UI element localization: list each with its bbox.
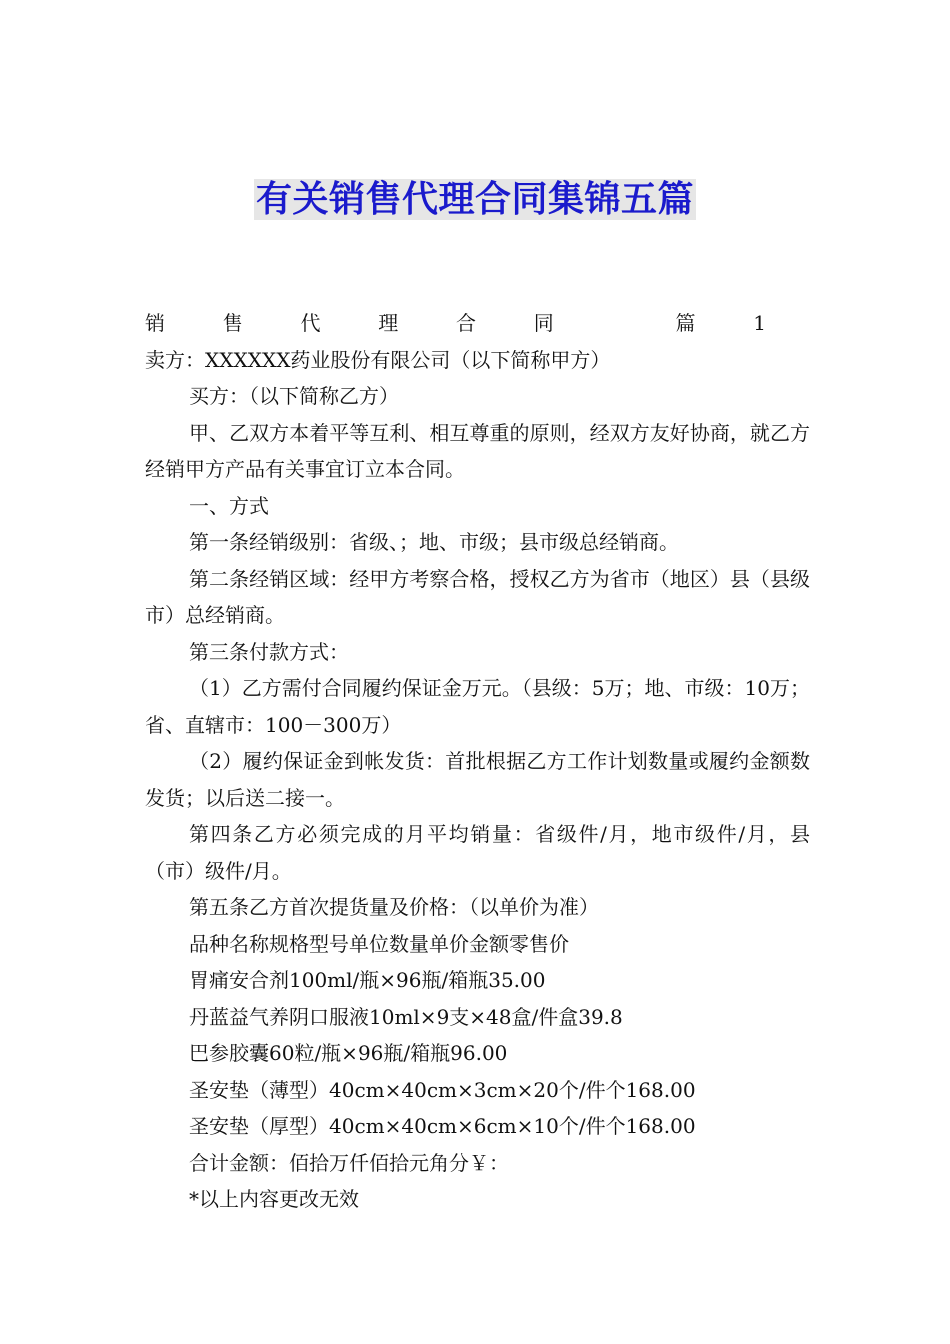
paragraph-opening: [145, 305, 810, 378]
paragraph: （2）履约保证金到帐发货：首批根据乙方工作计划数量或履约金额数发货；以后送二接一。: [145, 749, 810, 810]
paragraph: （1）乙方需付合同履约保证金万元。（县级：5万；地、市级：10万；省、直辖市：100－300万）: [145, 676, 810, 737]
contract-heading: 销售代理合同 篇1: [145, 311, 766, 335]
product-line: 胃痛安合剂100ml/瓶×96瓶/箱瓶35.00: [189, 968, 546, 992]
document-title-text: 有关销售代理合同集锦五篇: [255, 179, 694, 220]
paragraph: 一、方式: [189, 493, 269, 518]
paragraph: 合计金额：佰拾万仟佰拾元角分￥：: [189, 1150, 509, 1175]
product-line: 巴参胶囊60粒/瓶×96瓶/箱瓶96.00: [189, 1041, 508, 1065]
product-line: 丹蓝益气养阴口服液10ml×9支×48盒/件盒39.8: [189, 1004, 623, 1029]
document-body: [145, 305, 810, 1218]
document-title: [0, 176, 950, 224]
paragraph: 第一条经销级别：省级、；地、市级；县市级总经销商。: [189, 530, 679, 554]
paragraph: 品种名称规格型号单位数量单价金额零售价: [189, 931, 569, 956]
paragraph: 甲、乙双方本着平等互利、相互尊重的原则，经双方友好协商，就乙方经销甲方产品有关事宜订立本合同。: [145, 420, 810, 481]
product-line: 圣安垫（薄型）40cm×40cm×3cm×20个/件个168.00: [189, 1077, 696, 1102]
product-line: 圣安垫（厚型）40cm×40cm×6cm×10个/件个168.00: [189, 1114, 696, 1138]
paragraph: 买方：（以下简称乙方）: [189, 384, 399, 408]
paragraph-note: *以上内容更改无效: [189, 1187, 359, 1211]
seller-line: 卖方：XXXXXX药业股份有限公司（以下简称甲方）: [145, 347, 611, 372]
paragraph: 第五条乙方首次提货量及价格：（以单价为准）: [189, 895, 599, 919]
paragraph: 第四条乙方必须完成的月平均销量：省级件/月，地市级件/月，县（市）级件/月。: [145, 822, 810, 883]
paragraph: 第三条付款方式：: [189, 639, 349, 664]
paragraph: 第二条经销区域：经甲方考察合格，授权乙方为省市（地区）县（县级市）总经销商。: [145, 566, 810, 627]
